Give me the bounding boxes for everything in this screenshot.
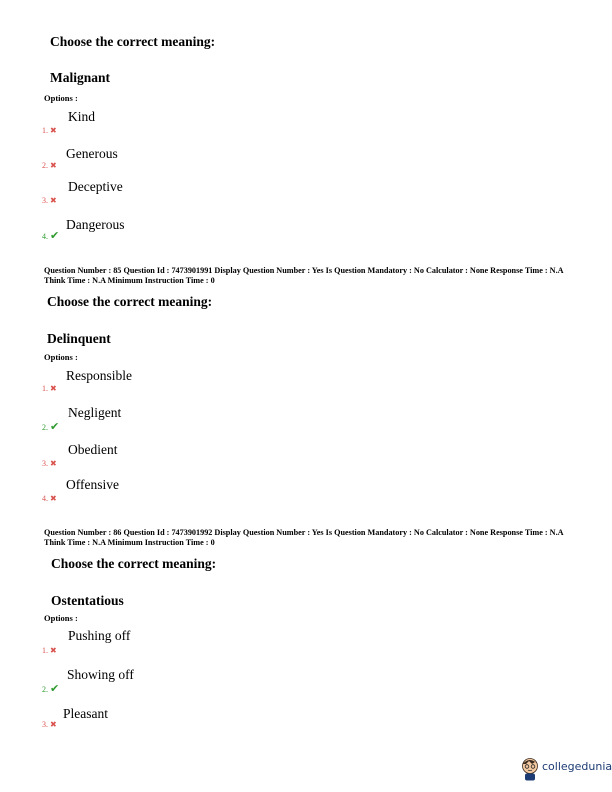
check-icon: ✔ xyxy=(50,682,60,695)
option-text: Negligent xyxy=(68,405,122,420)
option-marker xyxy=(42,679,59,697)
options-label: Options : xyxy=(44,613,78,623)
brand-name: collegedunia xyxy=(542,760,612,773)
option-marker xyxy=(42,120,57,138)
option-marker xyxy=(42,640,57,658)
option-number: 1. xyxy=(42,126,48,135)
question-prompt: Choose the correct meaning: xyxy=(51,556,217,571)
option-number: 4. xyxy=(42,232,48,241)
cross-icon: ✖ xyxy=(50,161,57,170)
option-text: Obedient xyxy=(68,442,118,457)
option-text: Pleasant xyxy=(63,706,108,721)
option-text: Generous xyxy=(66,146,118,161)
cross-icon: ✖ xyxy=(50,126,57,135)
option-number: 3. xyxy=(42,459,48,468)
options-label: Options : xyxy=(44,352,78,362)
option-marker xyxy=(42,378,57,396)
option-number: 2. xyxy=(42,423,48,432)
cross-icon: ✖ xyxy=(50,646,57,655)
check-icon: ✔ xyxy=(50,229,60,242)
brand-logo xyxy=(520,757,612,785)
question-meta: Question Number : 86 Question Id : 7473901992 Display Question Number : Yes Is Question Mandatory : No Calculator : None Response Time : N.A Think Time : N.A Minimum Instruction Time : 0 xyxy=(44,528,564,547)
option-marker xyxy=(42,714,57,732)
question-meta: Question Number : 85 Question Id : 7473901991 Display Question Number : Yes Is Question Mandatory : No Calculator : None Response Time : N.A Think Time : N.A Minimum Instruction Time : 0 xyxy=(44,266,564,285)
question-prompt: Choose the correct meaning: xyxy=(50,34,216,49)
question-prompt: Choose the correct meaning: xyxy=(47,294,213,309)
options-label: Options : xyxy=(44,93,78,103)
cross-icon: ✖ xyxy=(50,196,57,205)
option-marker xyxy=(42,453,57,471)
option-marker xyxy=(42,488,57,506)
option-text: Responsible xyxy=(66,368,132,383)
option-number: 4. xyxy=(42,494,48,503)
option-number: 2. xyxy=(42,161,48,170)
option-number: 2. xyxy=(42,685,48,694)
option-marker xyxy=(42,417,59,435)
option-text: Deceptive xyxy=(68,179,123,194)
check-icon: ✔ xyxy=(50,420,60,433)
question-word: Malignant xyxy=(50,70,111,85)
option-text: Showing off xyxy=(67,667,134,682)
option-text: Dangerous xyxy=(66,217,125,232)
option-number: 3. xyxy=(42,720,48,729)
option-text: Offensive xyxy=(66,477,119,492)
question-word: Ostentatious xyxy=(51,593,124,608)
option-marker xyxy=(42,155,57,173)
cross-icon: ✖ xyxy=(50,459,57,468)
cross-icon: ✖ xyxy=(50,494,57,503)
option-number: 1. xyxy=(42,646,48,655)
option-number: 3. xyxy=(42,196,48,205)
cross-icon: ✖ xyxy=(50,720,57,729)
option-marker xyxy=(42,226,59,244)
option-marker xyxy=(42,190,57,208)
option-text: Kind xyxy=(68,109,95,124)
mascot-icon xyxy=(520,757,540,781)
option-text: Pushing off xyxy=(68,628,131,643)
question-word: Delinquent xyxy=(47,331,111,346)
cross-icon: ✖ xyxy=(50,384,57,393)
option-number: 1. xyxy=(42,384,48,393)
